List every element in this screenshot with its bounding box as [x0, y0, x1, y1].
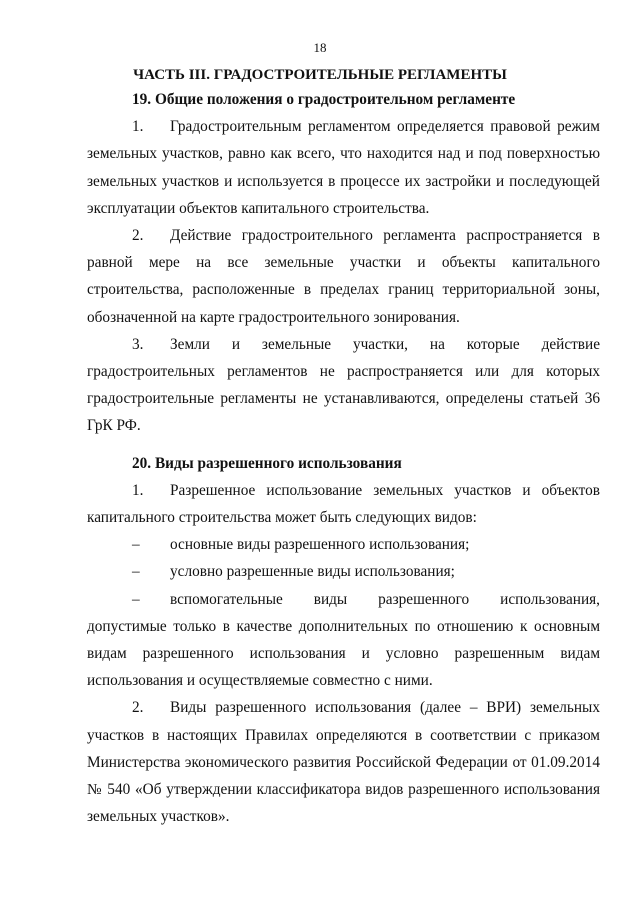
section-20-title: 20. Виды разрешенного использования — [132, 454, 402, 472]
item-text: Градостроительным регламентом определяется правовой режим земельных участков, равно как всего, что находится над и под поверхностью земельных участков и используется в процессе их застройки и последующей эксплуатации объектов капитального строительства. — [87, 118, 600, 217]
section-19-title: 19. Общие положения о градостроительном регламенте — [132, 91, 516, 108]
item-text: Действие градостроительного регламента распространяется в равной мере на все земельные участки и объекты капитального строительства, расположенные в пределах границ территориальной зоны, обозначенной на карте градостроительного зонирования. — [87, 227, 600, 326]
item-number: 2. — [132, 699, 144, 717]
item-text: Земли и земельные участки, на которые действие градостроительных регламентов не распространяется или для которых градостроительные регламенты не устанавливаются, определены статьей 36 ГрК РФ. — [87, 335, 600, 435]
section-19-item-1 — [87, 113, 600, 222]
dash-marker: – — [132, 536, 140, 554]
section-20-item-2 — [87, 694, 600, 830]
item-number: 2. — [132, 227, 144, 245]
item-number: 1. — [132, 481, 144, 499]
section-20-item-1 — [87, 477, 600, 531]
section-19-item-2 — [87, 222, 600, 331]
dash-list-item — [87, 558, 600, 585]
dash-item-text: вспомогательные виды разрешенного использования, допустимые только в качестве дополнительных по отношению к основным видам разрешенного использования и условно разрешенным видам использования и осуществляемые совместно с ними. — [87, 590, 600, 690]
dash-marker: – — [132, 590, 140, 608]
page-number: 18 — [313, 40, 327, 55]
item-number: 1. — [132, 118, 144, 136]
dash-item-text: условно разрешенные виды использования; — [170, 563, 455, 581]
dash-item-text: основные виды разрешенного использования; — [170, 536, 470, 554]
section-19-item-3 — [87, 331, 600, 440]
part-title: ЧАСТЬ III. ГРАДОСТРОИТЕЛЬНЫЕ РЕГЛАМЕНТЫ — [133, 67, 507, 83]
dash-list-item — [87, 586, 600, 695]
item-text: Виды разрешенного использования (далее – ВРИ) земельных участков в настоящих Правилах определяются в соответствии с приказом Министерства экономического развития Российской Федерации от 01.09.2014 № 540 «Об утверждении классификатора видов разрешенного использования земельных участков». — [87, 699, 600, 826]
document-body — [87, 86, 600, 830]
item-text: Разрешенное использование земельных участков и объектов капитального строительства может быть следующих видов: — [87, 481, 600, 527]
dash-marker: – — [132, 563, 140, 581]
dash-list-item — [87, 531, 600, 558]
item-number: 3. — [132, 335, 144, 353]
